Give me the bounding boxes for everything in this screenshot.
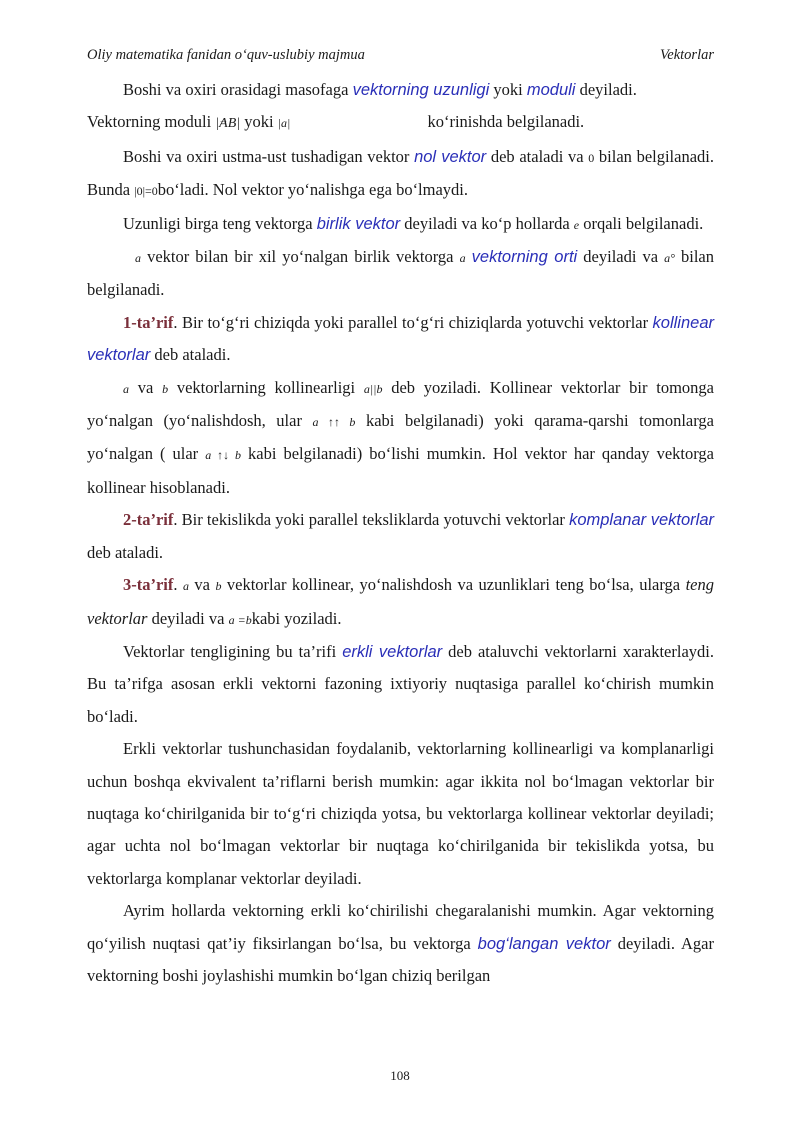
definition-1: [87, 307, 714, 372]
text: deb ataladi.: [87, 542, 164, 562]
page-header: [87, 47, 714, 69]
formula-b: b: [215, 579, 222, 594]
text: bo‘ladi. Nol vektor yo‘nalishga ega bo‘lmaydi.: [157, 180, 469, 200]
term-collinear-vectors: kollinear vektorlar: [87, 313, 714, 365]
term-zero-vector: nol vektor: [414, 147, 487, 166]
text: deyiladi va: [147, 608, 229, 628]
term-vector-ort: vektorning orti: [471, 248, 578, 267]
formula-codirected: a ↑↑ b: [312, 415, 356, 430]
formula-modulus-a: |a|: [277, 116, 291, 131]
paragraph-equivalent-definitions: [87, 733, 714, 895]
formula-zero-modulus: |0|=0: [134, 184, 158, 199]
formula-modulus-ab: → |AB|: [215, 116, 240, 131]
text: va: [129, 377, 163, 397]
text: deb ataladi va: [486, 146, 589, 166]
paragraph-collinear-notation: [87, 372, 714, 505]
text: . Bir tekislikda yoki parallel teksliklarda yotuvchi vektorlar: [173, 510, 570, 530]
text: deyiladi va ko‘p hollarda: [400, 213, 574, 233]
text: bilan belgilanadi. Bunda: [87, 146, 714, 200]
definition-2: [87, 504, 714, 569]
formula-a-ort: a°: [664, 251, 675, 266]
formula-parallel: a||b: [363, 381, 383, 396]
text: vektorlar kollinear, yo‘nalishdosh va uzunliklari teng bo‘lsa, ularga: [221, 575, 686, 595]
term-equal-vectors: teng vektorlar: [87, 575, 715, 628]
formula-opposite: a ↑↓ b: [205, 448, 241, 463]
formula-equal: a =b: [228, 612, 252, 627]
definition-label: 1-ta’rif: [123, 312, 174, 332]
text: Vektorning moduli: [87, 112, 216, 132]
text: .: [173, 575, 183, 595]
formula-b: b: [162, 381, 169, 396]
text: Ayrim hollarda vektorning erkli ko‘chirilishi chegaralanishi mumkin. Agar vektorning qo‘yilish nuqtasi qat’iy fiksirlangan bo‘lsa, bu vektorga: [87, 901, 714, 953]
text: Vektorlar tengligining bu ta’rifi: [123, 641, 343, 661]
formula-a: a: [123, 381, 129, 396]
paragraph-unit-vector: [87, 208, 714, 241]
term-free-vectors: erkli vektorlar: [342, 642, 443, 661]
text: yoki: [489, 80, 527, 99]
paragraph-free-vectors: [87, 636, 714, 733]
text: deb ataladi.: [150, 345, 231, 365]
term-coplanar-vectors: komplanar vektorlar: [569, 511, 714, 530]
definition-label: 3-ta’rif: [123, 575, 174, 595]
term-unit-vector: birlik vektor: [316, 214, 401, 233]
text: orqali belgilanadi.: [579, 213, 704, 233]
term-bound-vector: bog‘langan vektor: [477, 934, 611, 953]
term-modulus: moduli: [526, 81, 576, 99]
formula-zero: 0: [588, 150, 595, 165]
text: deyiladi va: [577, 247, 665, 267]
header-course-title: Oliy matematika fanidan o‘quv-uslubiy majmua: [87, 47, 365, 63]
formula-e: e: [573, 217, 580, 232]
text: Boshi va oxiri orasidagi masofaga: [123, 80, 353, 99]
text: vektorlarning kollinearligi: [168, 377, 364, 397]
paragraph-bound-vector: [87, 895, 714, 992]
text: Boshi va oxiri ustma-ust tushadigan vektor: [123, 146, 415, 166]
definition-label: 2-ta’rif: [123, 510, 174, 530]
definition-3: [87, 569, 714, 636]
paragraph-modulus-notation: [87, 106, 714, 140]
text: kabi belgilanadi) yoki qarama-qarshi tomonlarga yo‘nalgan ( ular: [87, 411, 715, 464]
text: bilan belgilanadi.: [87, 247, 715, 300]
text: deb ataluvchi vektorlarni xarakterlaydi. Bu ta’rifga asosan erkli vektorni fazoning ixtiyoriy nuqtasiga parallel ko‘chirish mumkin bo‘ladi.: [87, 641, 714, 726]
text: kabi yoziladi.: [251, 608, 342, 628]
text: yoki: [240, 112, 278, 132]
text: deb yoziladi. Kollinear vektorlar bir tomonga yo‘nalgan (yo‘nalishdosh, ular: [87, 377, 714, 431]
text: vektor bilan bir xil yo‘nalgan birlik vektorga: [141, 247, 460, 267]
term-vector-length: vektorning uzunligi: [352, 81, 490, 99]
formula-a: a: [459, 251, 466, 266]
text: deyiladi.: [575, 80, 637, 99]
page-number: 108: [390, 1068, 410, 1083]
formula-a: a: [135, 251, 141, 266]
text: kabi belgilanadi) bo‘lishi mumkin. Hol vektor har qanday vektorga kollinear hisoblanadi.: [87, 444, 715, 497]
header-chapter-title: Vektorlar: [660, 47, 714, 63]
text: ko‘rinishda belgilanadi.: [423, 112, 585, 132]
text: deyiladi. Agar vektorning boshi joylashishi mumkin bo‘lgan chiziq berilgan: [87, 933, 714, 985]
text: Uzunligi birga teng vektorga: [123, 213, 317, 233]
text: . Bir to‘g‘ri chiziqda yoki parallel to‘g‘ri chiziqlarda yotuvchi vektorlar: [173, 312, 653, 332]
formula-a: a: [182, 579, 189, 594]
text: va: [188, 575, 216, 595]
paragraph-ort: [87, 241, 714, 307]
paragraph-zero-vector: [87, 141, 714, 208]
paragraph-length-definition: [87, 74, 714, 106]
text: Erkli vektorlar tushunchasidan foydalanib, vektorlarning kollinearligi va komplanarligi uchun boshqa ekvivalent ta’riflarni berish mumkin: agar ikkita nol bo‘lmagan vektorlar bir nuqtaga ko‘chirilganida bir to‘g‘ri chiziqda yotsa, bu vektorlarga kollinear vektorlar deyiladi; agar uchta nol bo‘lmagan vektorlar bir nuqtaga ko‘chirilganida bir tekislikda yotsa, bu vektorlarga komplanar vektorlar deyiladi.: [87, 739, 714, 888]
page-body: [87, 74, 714, 992]
